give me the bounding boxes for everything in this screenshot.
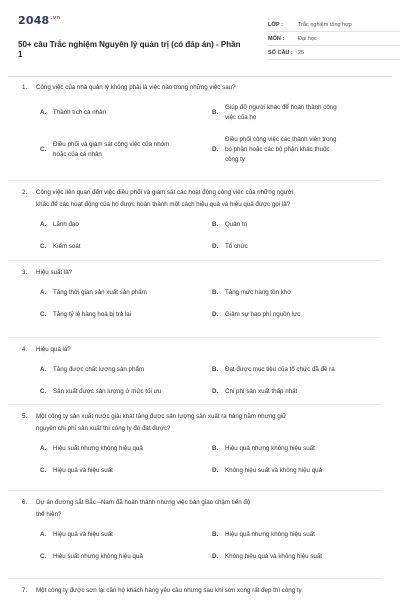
- question-divider: [8, 578, 382, 579]
- option-letter: C.: [40, 467, 47, 474]
- option-letter: C.: [40, 311, 47, 318]
- question-number: 5.: [22, 413, 28, 420]
- answer-option-a[interactable]: [40, 530, 200, 540]
- question-text: Hiệu quả là?: [36, 346, 71, 353]
- option-text: Điều phối công việc các thành viên trong bộ phận hoặc các bộ phận khác thuộc công ty: [225, 136, 337, 163]
- option-letter: B.: [212, 221, 219, 228]
- meta-key: LỚP :: [268, 21, 283, 28]
- question-text: Công việc liên quan đến việc điều phối và giám sát các hoạt động công việc của những người: [36, 189, 294, 196]
- option-letter: D.: [212, 311, 219, 318]
- option-text: Kiểm soát: [53, 243, 81, 250]
- option-letter: B.: [212, 109, 219, 116]
- option-letter: D.: [212, 467, 219, 474]
- option-text: Hiệu quả nhưng không hiệu suất: [225, 531, 315, 538]
- option-letter: C.: [40, 388, 47, 395]
- question-number: 4.: [22, 346, 28, 353]
- answer-option-c[interactable]: [40, 242, 200, 252]
- document-title: 50+ câu Trắc nghiệm Nguyên lý quản trị (có đáp án) - Phần 1: [18, 40, 241, 59]
- question-divider: [8, 404, 382, 405]
- option-letter: A.: [40, 221, 47, 228]
- answer-option-d[interactable]: [212, 552, 380, 562]
- question-number: 7.: [22, 587, 28, 594]
- site-logo[interactable]: [18, 14, 61, 27]
- header-divider: [8, 76, 392, 77]
- option-text: Điều phối và giám sát công việc của nhóm hoặc của cá nhân: [53, 141, 170, 158]
- question-text: Dự án đường sắt Bắc –Nam đã hoàn thành nhưng việc bàn giao chậm tiến độ: [36, 499, 251, 506]
- answer-option-b[interactable]: [212, 288, 380, 298]
- option-letter: D.: [212, 243, 219, 250]
- answer-option-b[interactable]: [212, 220, 380, 230]
- option-text: Sản xuất được sản lượng ở mức tối ưu: [53, 388, 162, 395]
- answer-option-b[interactable]: [212, 103, 380, 123]
- option-text: Hiệu quả và hiệu suất: [53, 467, 113, 474]
- question-text: Một công ty được sơn lại căn hộ khách hàng yêu cầu nhưng sau khi sơn xong rất đẹp thì công ty: [36, 587, 302, 594]
- question-text: nguyên chi phí sản xuất thì công ty đó đạt được?: [36, 425, 171, 432]
- option-text: Chi phí sản xuất thấp nhất: [225, 388, 298, 395]
- answer-option-b[interactable]: [212, 444, 380, 454]
- option-text: Thành tích cá nhân: [53, 109, 106, 116]
- option-letter: A.: [40, 109, 47, 116]
- question-divider: [8, 260, 382, 261]
- question-number: 3.: [22, 269, 28, 276]
- option-text: Lãnh đạo: [53, 221, 79, 228]
- answer-option-d[interactable]: [212, 135, 380, 165]
- option-letter: B.: [212, 289, 219, 296]
- meta-row-count: [268, 46, 400, 60]
- answer-option-a[interactable]: [40, 365, 200, 375]
- answer-option-c[interactable]: [40, 310, 200, 320]
- question-text: khác để các hoạt động của họ được hoàn thành một cách hiệu quả và hiệu quả được gọi là?: [36, 201, 291, 208]
- question-number: 2.: [22, 189, 28, 196]
- option-text: Tăng thời gian sản xuất sản phẩm: [53, 289, 147, 296]
- option-letter: A.: [40, 445, 47, 452]
- option-text: Tăng được chất lượng sản phẩm: [53, 366, 145, 373]
- option-letter: B.: [212, 366, 219, 373]
- meta-row-subject: [268, 32, 400, 46]
- option-text: Quản trị: [225, 221, 248, 228]
- meta-value: 25: [298, 49, 305, 56]
- answer-option-d[interactable]: [212, 310, 380, 320]
- option-text: Không hiệu quả và không hiệu suất: [225, 553, 323, 560]
- question-divider: [8, 490, 382, 491]
- option-letter: C.: [40, 243, 47, 250]
- option-text: Tăng mức hàng tồn kho: [225, 289, 291, 296]
- option-text: Hiệu quả và hiệu suất: [53, 531, 113, 538]
- option-text: Hiệu quả nhưng không hiệu suất: [225, 445, 315, 452]
- option-letter: D.: [212, 553, 219, 560]
- answer-option-d[interactable]: [212, 387, 380, 397]
- answer-option-b[interactable]: [212, 530, 380, 540]
- option-letter: A.: [40, 531, 47, 538]
- option-text: Tổ chức: [225, 243, 248, 250]
- option-letter: D.: [212, 388, 219, 395]
- meta-value: Trắc nghiệm tổng hợp: [298, 21, 352, 28]
- meta-key: SỐ CÂU :: [268, 49, 293, 56]
- question-divider: [8, 180, 382, 181]
- option-letter: C.: [40, 553, 47, 560]
- option-letter: B.: [212, 531, 219, 538]
- answer-option-c[interactable]: [40, 140, 200, 160]
- answer-option-b[interactable]: [212, 365, 380, 375]
- answer-option-a[interactable]: [40, 108, 200, 118]
- option-text: Tăng tỷ lệ hàng hoá bị trả lại: [53, 311, 132, 318]
- answer-option-c[interactable]: [40, 387, 200, 397]
- option-letter: C.: [40, 146, 47, 153]
- meta-value: Đại học: [298, 35, 317, 42]
- document-meta: [268, 18, 400, 60]
- answer-option-a[interactable]: [40, 288, 200, 298]
- option-letter: B.: [212, 445, 219, 452]
- question-text: Công việc của nhà quản lý không phải là việc nào trong những việc sau?: [36, 84, 236, 91]
- answer-option-c[interactable]: [40, 466, 200, 476]
- answer-option-a[interactable]: [40, 444, 200, 454]
- logo-suffix: .vn: [50, 15, 61, 22]
- option-letter: A.: [40, 366, 47, 373]
- option-text: Hiệu suất nhưng không hiệu quả: [53, 553, 143, 560]
- question-number: 6.: [22, 499, 28, 506]
- question-text: thể hiện?: [36, 511, 62, 518]
- option-letter: D.: [212, 146, 219, 153]
- option-text: Giảm sự hao phí nguồn lực: [225, 311, 301, 318]
- question-text: Một công ty sản xuất nước giải khát tăng được sản lượng sản xuất ra hàng năm nhưng giữ: [36, 413, 287, 420]
- question-divider: [8, 337, 382, 338]
- answer-option-d[interactable]: [212, 242, 380, 252]
- logo-text: 2048: [18, 14, 50, 27]
- answer-option-a[interactable]: [40, 220, 200, 230]
- option-text: Không hiệu suất và không hiệu quả: [225, 467, 323, 474]
- document-header: [18, 10, 382, 72]
- option-text: Hiệu suất nhưng không hiệu quả: [53, 445, 143, 452]
- answer-option-d[interactable]: [212, 466, 380, 476]
- option-text: Đạt được mục tiêu của tổ chức đã đề ra: [225, 366, 335, 373]
- question-number: 1.: [22, 84, 28, 91]
- answer-option-c[interactable]: [40, 552, 200, 562]
- question-text: Hiệu suất là?: [36, 269, 73, 276]
- meta-row-class: [268, 18, 400, 32]
- option-letter: A.: [40, 289, 47, 296]
- meta-key: MÔN :: [268, 35, 285, 42]
- option-text: Giúp đỡ người khác để hoàn thành công việc của họ: [225, 104, 337, 121]
